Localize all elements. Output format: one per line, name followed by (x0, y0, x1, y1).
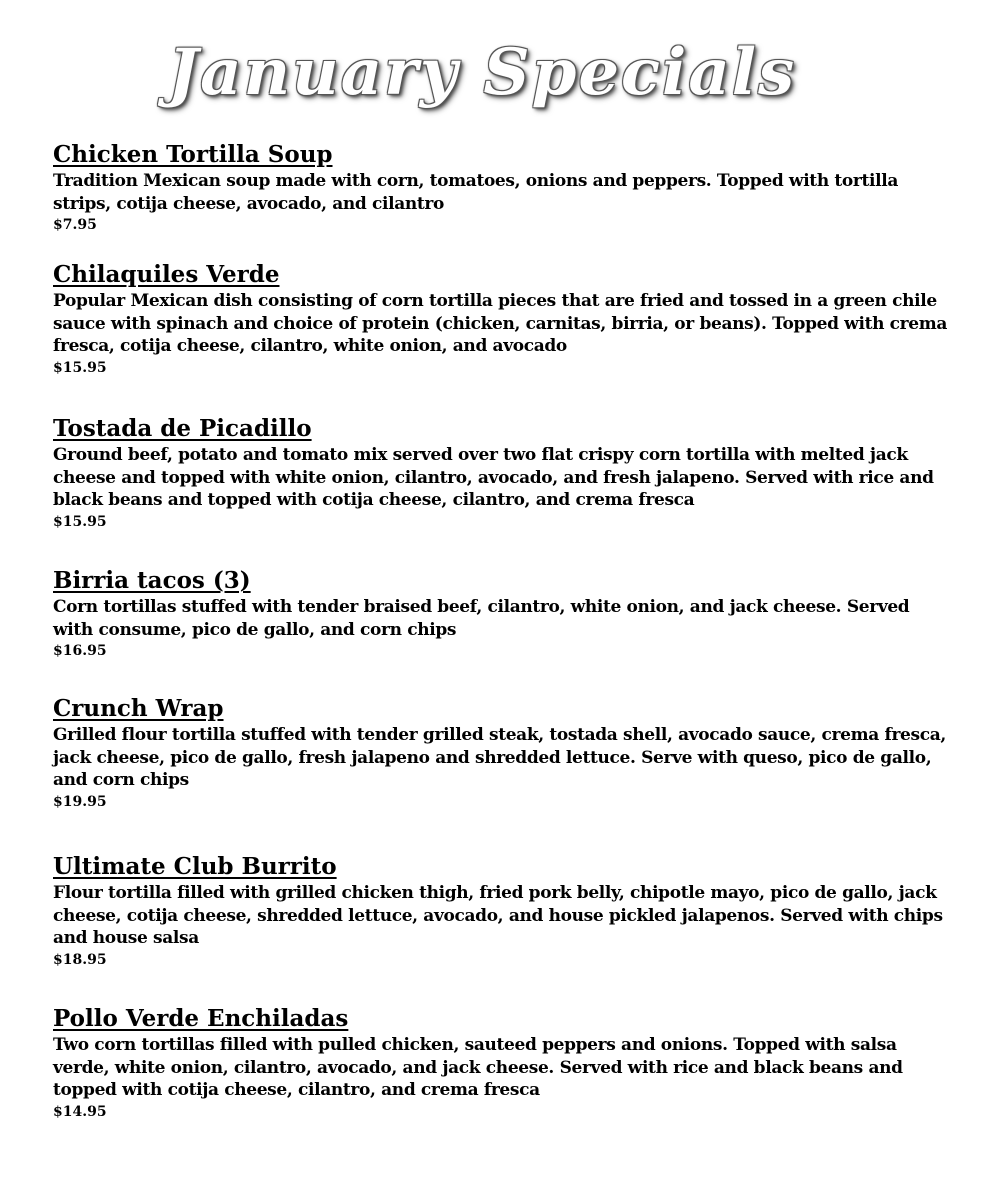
item-name: Tostada de Picadillo (53, 415, 312, 442)
item-price: $15.95 (53, 513, 107, 530)
menu-item-ultimate-club-burrito (53, 852, 953, 971)
menu-item-crunch-wrap (53, 694, 953, 813)
item-price: $19.95 (53, 793, 107, 810)
item-price: $15.95 (53, 359, 107, 376)
menu-item-chicken-tortilla-soup (53, 140, 953, 236)
menu-item-tostada-de-picadillo (53, 414, 953, 533)
page-title: January Specials (167, 35, 797, 110)
item-description: Popular Mexican dish consisting of corn tortilla pieces that are fried and tossed in a green chile sauce with spinach and choice of protein (chicken, carnitas, birria, or beans). Topped with crema fresca, cotija cheese, cilantro, white onion, and avocado (53, 291, 948, 356)
item-description: Ground beef, potato and tomato mix served over two flat crispy corn tortilla with melted jack cheese and topped with white onion, cilantro, avocado, and fresh jalapeno. Served with rice and black beans and topped with cotija cheese, cilantro, and crema fresca (53, 445, 934, 510)
menu-item-birria-tacos (53, 566, 953, 662)
item-name: Chicken Tortilla Soup (53, 141, 333, 168)
item-price: $14.95 (53, 1103, 107, 1120)
menu-item-chilaquiles-verde (53, 260, 953, 379)
item-name: Crunch Wrap (53, 695, 224, 722)
item-name: Ultimate Club Burrito (53, 853, 337, 880)
item-price: $16.95 (53, 643, 107, 659)
item-description: Grilled flour tortilla stuffed with tender grilled steak, tostada shell, avocado sauce, crema fresca, jack cheese, pico de gallo, fresh jalapeno and shredded lettuce. Serve with queso, pico de gallo, and corn chips (53, 725, 946, 790)
item-price: $7.95 (53, 217, 97, 233)
item-price: $18.95 (53, 951, 107, 968)
item-name: Chilaquiles Verde (53, 261, 280, 288)
item-description: Flour tortilla filled with grilled chicken thigh, fried pork belly, chipotle mayo, pico de gallo, jack cheese, cotija cheese, shredded lettuce, avocado, and house pickled jalapenos. Served with chips and house salsa (53, 883, 943, 948)
item-description: Tradition Mexican soup made with corn, tomatoes, onions and peppers. Topped with tortilla strips, cotija cheese, avocado, and cilantro (53, 171, 898, 214)
item-name: Birria tacos (3) (53, 567, 251, 594)
item-description: Two corn tortillas filled with pulled chicken, sauteed peppers and onions. Topped with salsa verde, white onion, cilantro, avocado, and jack cheese. Served with rice and black beans and topped with cotija cheese, cilantro, and crema fresca (53, 1035, 903, 1100)
item-name: Pollo Verde Enchiladas (53, 1005, 349, 1032)
menu-item-pollo-verde-enchiladas (53, 1004, 953, 1123)
item-description: Corn tortillas stuffed with tender braised beef, cilantro, white onion, and jack cheese. Served with consume, pico de gallo, and corn chips (53, 597, 910, 640)
